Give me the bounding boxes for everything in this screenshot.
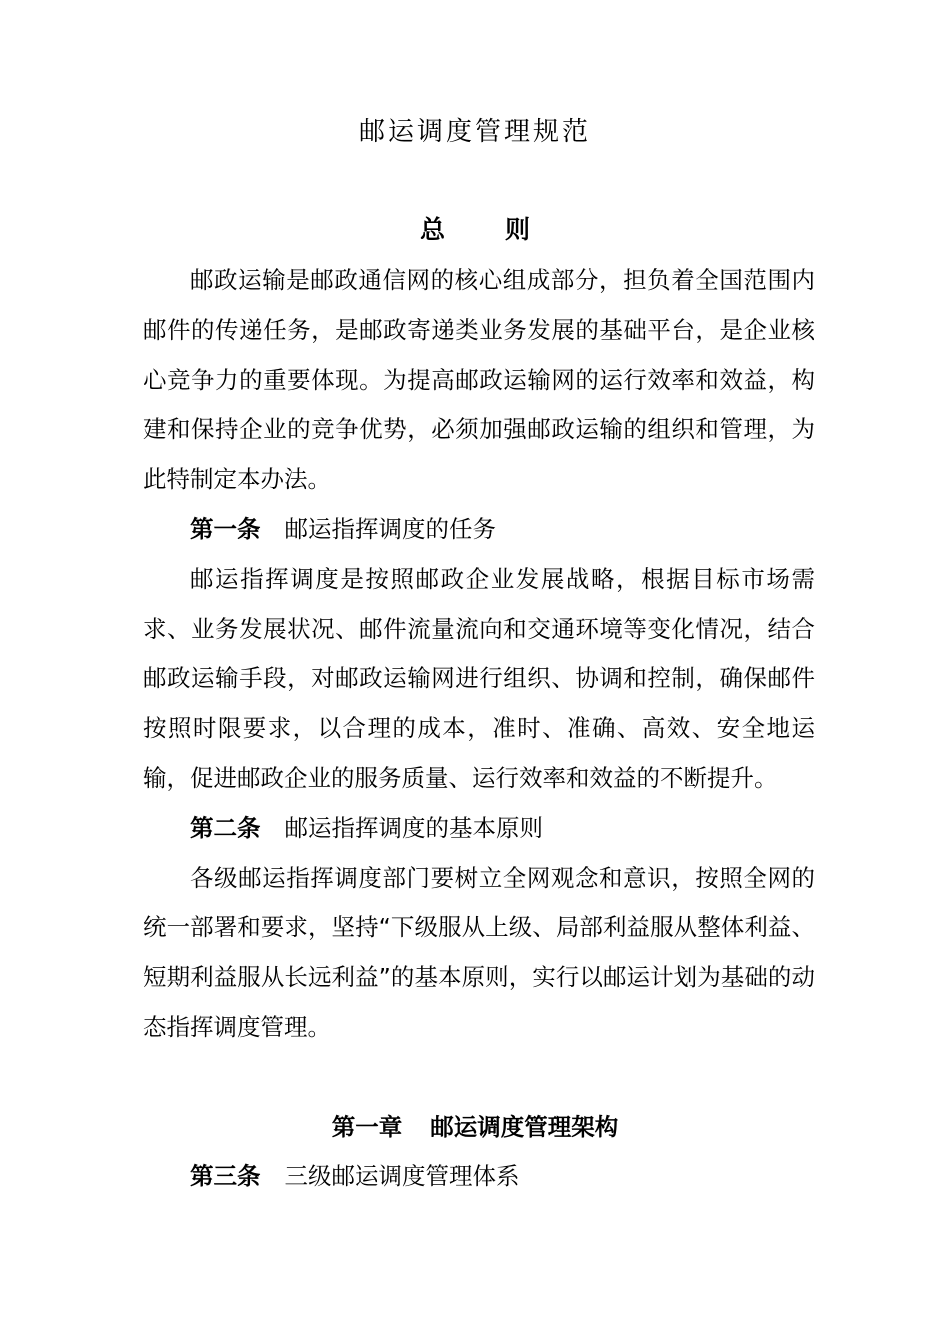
article-2-number: 第二条 xyxy=(190,813,261,842)
article-2-heading xyxy=(143,804,815,854)
document-title: 邮运调度管理规范 xyxy=(358,117,591,147)
general-heading-left: 总 xyxy=(419,215,445,244)
general-heading-right: 则 xyxy=(505,215,531,244)
article-3-number: 第三条 xyxy=(190,1162,261,1190)
chapter-1-heading xyxy=(0,1105,950,1149)
article-1-title: 邮运指挥调度的任务 xyxy=(284,514,496,543)
chapter-1-number: 第一章 xyxy=(331,1113,403,1141)
article-1-number: 第一条 xyxy=(190,514,261,543)
general-provisions-heading xyxy=(0,210,950,250)
chapter-1-title: 邮运调度管理架构 xyxy=(430,1113,619,1141)
article-2-title: 邮运指挥调度的基本原则 xyxy=(284,813,543,842)
general-intro-paragraph: 邮政运输是邮政通信网的核心组成部分，担负着全国范围内邮件的传递任务，是邮政寄递类业务发展的基础平台，是企业核心竞争力的重要体现。为提高邮政运输网的运行效率和效益，构建和保持企业的竞争优势，必须加强邮政运输的组织和管理，为此特制定本办法。 xyxy=(143,266,815,494)
article-1-heading xyxy=(143,505,815,555)
document-body xyxy=(143,256,815,1053)
article-1-paragraph: 邮运指挥调度是按照邮政企业发展战略，根据目标市场需求、业务发展状况、邮件流量流向和交通环境等变化情况，结合邮政运输手段，对邮政运输网进行组织、协调和控制，确保邮件按照时限要求，以合理的成本，准时、准确、高效、安全地运输，促进邮政企业的服务质量、运行效率和效益的不断提升。 xyxy=(143,564,815,792)
article-3-heading xyxy=(143,1152,815,1202)
article-3-title: 三级邮运调度管理体系 xyxy=(284,1162,520,1190)
article-2-paragraph: 各级邮运指挥调度部门要树立全网观念和意识，按照全网的统一部署和要求，坚持“下级服从上级、局部利益服从整体利益、短期利益服从长远利益”的基本原则，实行以邮运计划为基础的动态指挥调度管理。 xyxy=(143,863,815,1041)
